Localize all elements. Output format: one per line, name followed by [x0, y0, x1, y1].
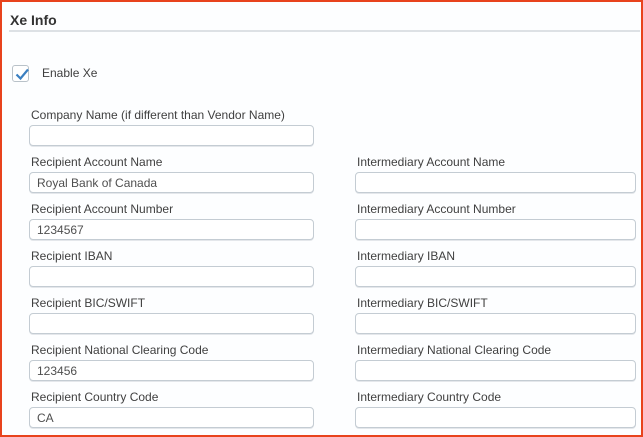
recipient-iban-input[interactable] [29, 266, 314, 287]
intermediary-national-clearing-code-input[interactable] [355, 360, 636, 381]
field-label: Intermediary Account Number [357, 202, 516, 216]
field-intermediary-account-name [355, 156, 636, 203]
field-label: Intermediary National Clearing Code [357, 343, 552, 357]
field-label: Intermediary Account Name [357, 155, 506, 169]
recipient-account-number-input[interactable] [29, 219, 314, 240]
recipient-account-name-input[interactable] [29, 172, 314, 193]
enable-xe-checkbox[interactable] [12, 65, 29, 82]
field-label: Intermediary BIC/SWIFT [357, 296, 488, 310]
field-label: Company Name (if different than Vendor Name) [31, 108, 285, 122]
field-intermediary-bic-swift [355, 297, 636, 344]
header-divider [9, 30, 640, 32]
field-label: Intermediary Country Code [357, 390, 502, 404]
field-recipient-bic-swift [29, 297, 314, 344]
field-label: Recipient BIC/SWIFT [31, 296, 146, 310]
field-recipient-account-name [29, 156, 314, 203]
intermediary-bic-swift-input[interactable] [355, 313, 636, 334]
field-label: Recipient Account Name [31, 155, 163, 169]
field-recipient-national-clearing-code [29, 344, 314, 391]
enable-xe-row [12, 64, 641, 82]
field-label: Recipient IBAN [31, 249, 113, 263]
field-recipient-country-code [29, 391, 314, 437]
recipient-national-clearing-code-input[interactable] [29, 360, 314, 381]
field-intermediary-account-number [355, 203, 636, 250]
intermediary-account-number-input[interactable] [355, 219, 636, 240]
company-name-input[interactable] [29, 125, 314, 146]
field-label: Intermediary IBAN [357, 249, 456, 263]
field-intermediary-iban [355, 250, 636, 297]
page-title: Xe Info [10, 12, 57, 28]
xe-form [29, 109, 641, 437]
field-label: Recipient National Clearing Code [31, 343, 209, 357]
field-recipient-account-number [29, 203, 314, 250]
intermediary-account-name-input[interactable] [355, 172, 636, 193]
recipient-bic-swift-input[interactable] [29, 313, 314, 334]
field-intermediary-country-code [355, 391, 636, 437]
field-recipient-iban [29, 250, 314, 297]
recipient-country-code-input[interactable] [29, 407, 314, 428]
field-label: Recipient Country Code [31, 390, 159, 404]
field-company-name [29, 109, 314, 156]
field-label: Recipient Account Number [31, 202, 174, 216]
intermediary-country-code-input[interactable] [355, 407, 636, 428]
intermediary-iban-input[interactable] [355, 266, 636, 287]
field-intermediary-national-clearing-code [355, 344, 636, 391]
check-icon [15, 68, 29, 81]
enable-xe-label: Enable Xe [42, 66, 98, 80]
